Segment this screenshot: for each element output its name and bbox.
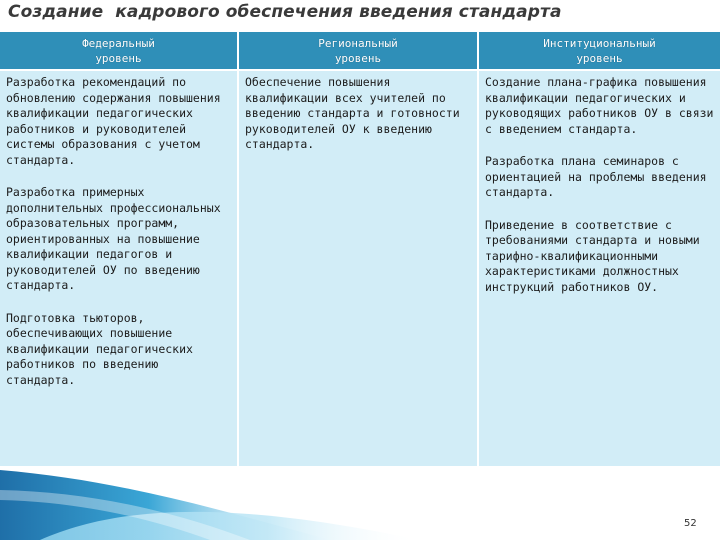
federal-item-2: Разработка примерных дополнительных профессиональных образовательных программ, ориентированных на повышение квалификации педагогов и руководителей ОУ по введению стандарта. bbox=[6, 185, 221, 292]
page-number: 52 bbox=[684, 518, 697, 529]
header-regional-line2: уровень bbox=[334, 51, 382, 65]
header-federal bbox=[0, 32, 238, 70]
header-federal-line2: уровень bbox=[95, 51, 142, 65]
federal-item-1: Разработка рекомендаций по обновлению содержания повышения квалификации педагогических работников и руководителей системы образования с учетом стандарта. bbox=[6, 75, 221, 167]
federal-item-3: Подготовка тьюторов, обеспечивающих повышение квалификации педагогических работников по введению стандарта. bbox=[6, 310, 193, 387]
header-regional bbox=[238, 32, 478, 70]
table-body-row bbox=[0, 70, 720, 466]
institutional-item-2: Разработка плана семинаров с ориентацией на проблемы введения стандарта. bbox=[485, 154, 707, 199]
header-institutional-line2: уровень bbox=[576, 51, 623, 65]
header-institutional bbox=[478, 32, 720, 70]
swoosh-light bbox=[40, 512, 420, 540]
header-institutional-line1: Институциональный bbox=[543, 36, 656, 50]
table-header-row bbox=[0, 32, 720, 70]
header-federal-line1: Федеральный bbox=[82, 36, 155, 50]
institutional-item-1: Создание плана-графика повышения квалификации педагогических и руководящих работников ОУ в связи с введением стандарта. bbox=[485, 75, 714, 136]
cell-federal bbox=[0, 70, 238, 466]
staffing-table bbox=[0, 32, 720, 466]
swoosh-highlight bbox=[0, 490, 250, 540]
regional-item-1: Обеспечение повышения квалификации всех учителей по введению стандарта и готовности руководителей ОУ к введению стандарта. bbox=[245, 75, 460, 151]
swoosh-dark bbox=[0, 470, 330, 540]
slide-title: Создание кадрового обеспечения введения стандарта bbox=[8, 2, 562, 22]
cell-institutional bbox=[478, 70, 720, 466]
cell-regional bbox=[238, 70, 478, 466]
header-regional-line1: Региональный bbox=[318, 36, 398, 50]
institutional-item-3: Приведение в соответствие с требованиями стандарта и новыми тарифно-квалификационными характеристиками должностных инструкций работников ОУ. bbox=[485, 217, 700, 294]
